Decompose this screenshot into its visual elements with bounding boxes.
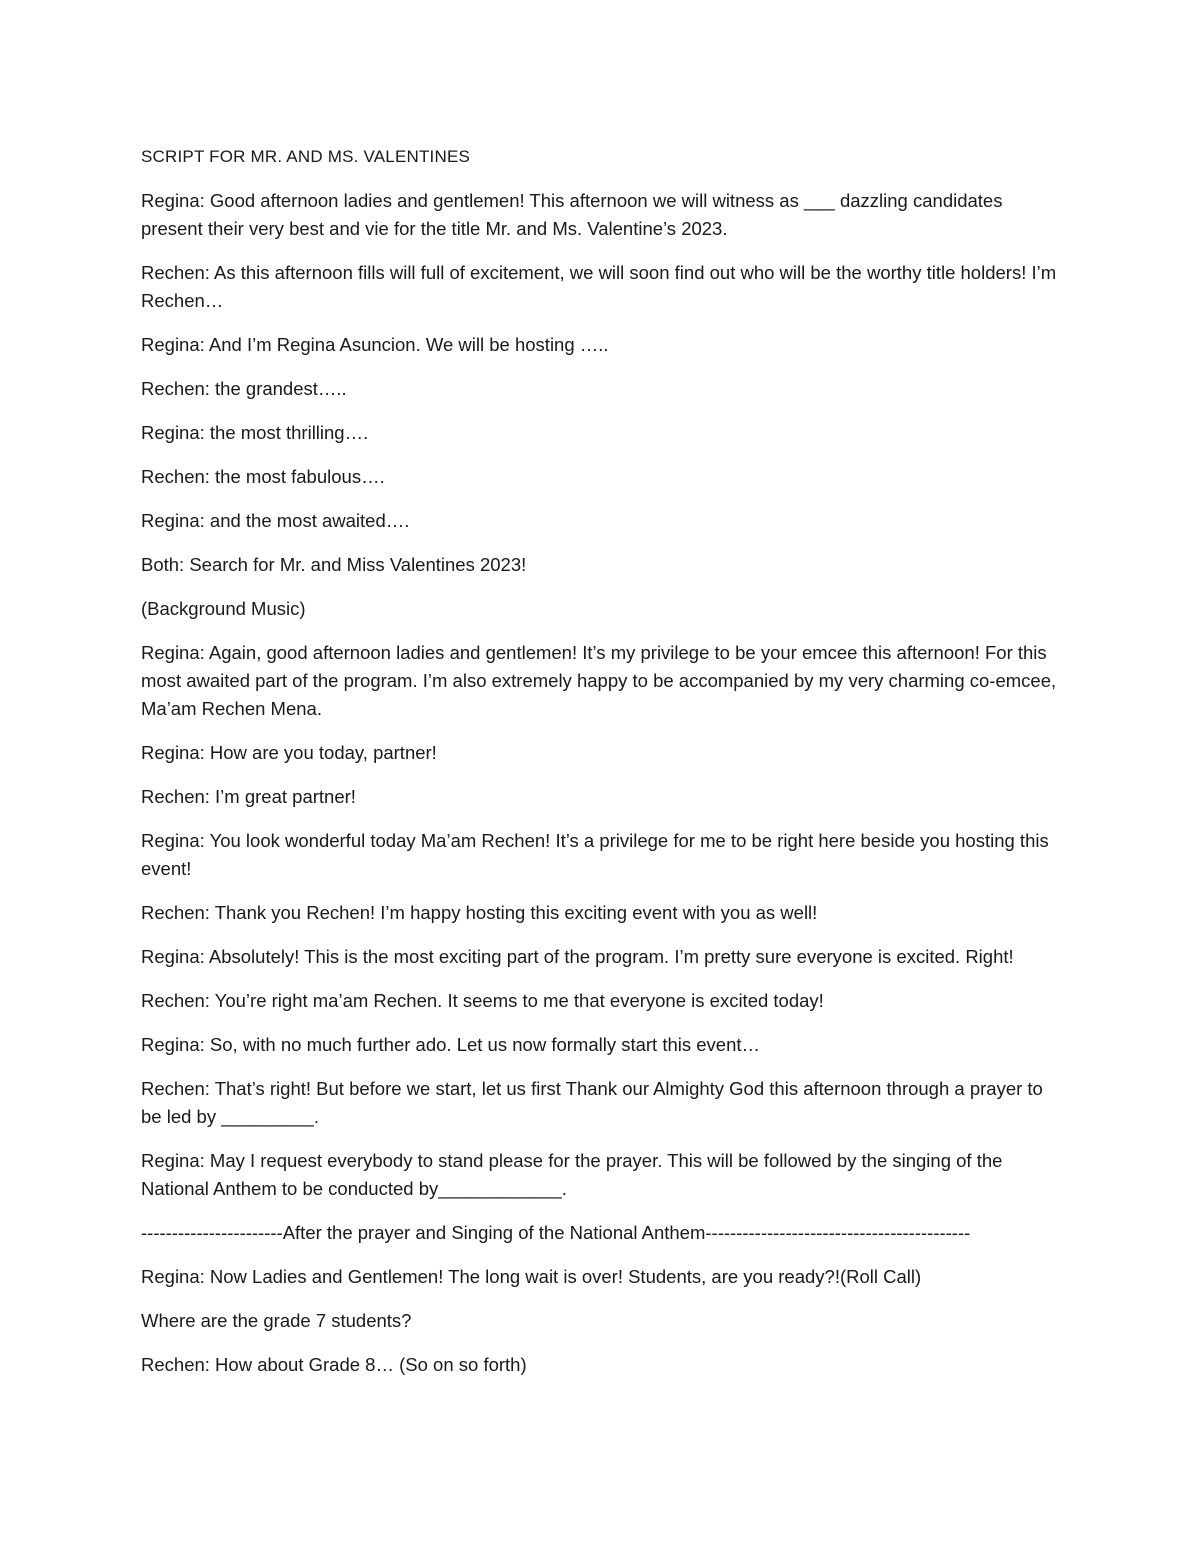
document-title: SCRIPT FOR MR. AND MS. VALENTINES xyxy=(141,147,471,166)
section-divider: -----------------------After the prayer and Singing of the National Anthem------------------------------------------- xyxy=(141,1222,971,1243)
script-line: Rechen: That’s right! But before we start, let us first Thank our Almighty God this afternoon through a prayer to be led by _________. xyxy=(141,1078,1048,1127)
script-line: Regina: Good afternoon ladies and gentlemen! This afternoon we will witness as ___ dazzling candidates present their very best and vie for the title Mr. and Ms. Valentine’s 2023. xyxy=(141,190,1008,239)
script-line: Rechen: the most fabulous…. xyxy=(141,466,385,487)
script-line: Regina: And I’m Regina Asuncion. We will be hosting ….. xyxy=(141,334,609,355)
script-line: Regina: May I request everybody to stand please for the prayer. This will be followed by the singing of the National Anthem to be conducted by____________. xyxy=(141,1150,1008,1199)
script-line: Rechen: As this afternoon fills will full of excitement, we will soon find out who will be the worthy title holders! I’m Rechen… xyxy=(141,262,1062,311)
script-line: Where are the grade 7 students? xyxy=(141,1310,412,1331)
script-line: Regina: the most thrilling…. xyxy=(141,422,369,443)
script-line: Rechen: Thank you Rechen! I’m happy hosting this exciting event with you as well! xyxy=(141,902,818,923)
script-line: Rechen: How about Grade 8… (So on so forth) xyxy=(141,1354,527,1375)
document-page xyxy=(141,143,1061,1395)
script-line: Regina: You look wonderful today Ma’am Rechen! It’s a privilege for me to be right here beside you hosting this event! xyxy=(141,830,1054,879)
script-line: Regina: So, with no much further ado. Let us now formally start this event… xyxy=(141,1034,761,1055)
script-line: Regina: and the most awaited…. xyxy=(141,510,410,531)
script-line: Regina: Absolutely! This is the most exciting part of the program. I’m pretty sure everyone is excited. Right! xyxy=(141,946,1014,967)
script-line: Rechen: the grandest….. xyxy=(141,378,347,399)
script-line: Rechen: You’re right ma’am Rechen. It seems to me that everyone is excited today! xyxy=(141,990,824,1011)
script-line: Rechen: I’m great partner! xyxy=(141,786,356,807)
stage-direction: (Background Music) xyxy=(141,598,306,619)
script-line: Regina: How are you today, partner! xyxy=(141,742,437,763)
script-line: Both: Search for Mr. and Miss Valentines 2023! xyxy=(141,554,527,575)
script-line: Regina: Now Ladies and Gentlemen! The long wait is over! Students, are you ready?!(Roll Call) xyxy=(141,1266,922,1287)
script-line: Regina: Again, good afternoon ladies and gentlemen! It’s my privilege to be your emcee this afternoon! For this most awaited part of the program. I’m also extremely happy to be accompanied by my very charming co-emcee, Ma’am Rechen Mena. xyxy=(141,642,1062,719)
